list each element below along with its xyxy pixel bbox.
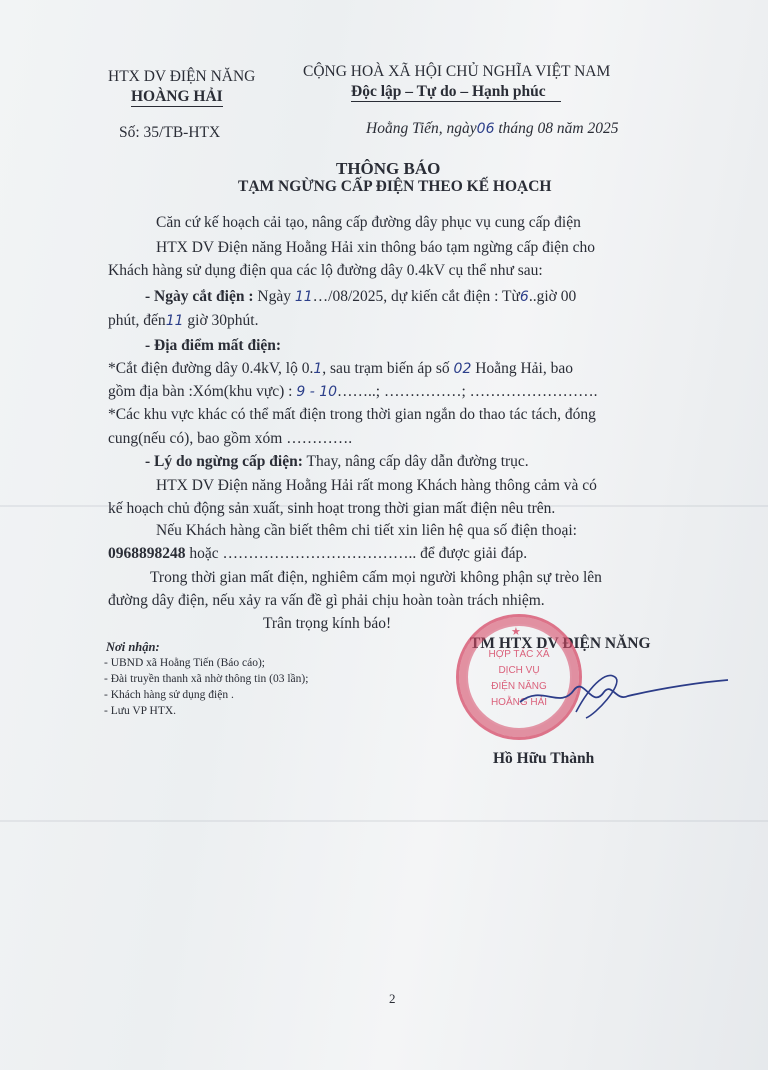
document-title: THÔNG BÁO: [336, 159, 441, 178]
paragraph-warning: Trong thời gian mất điện, nghiêm cấm mọi người không phận sự trèo lên: [150, 569, 602, 586]
national-motto: CỘNG HOÀ XÃ HỘI CHỦ NGHĨA VIỆT NAM: [303, 63, 611, 80]
independence-motto: Độc lập – Tự do – Hạnh phúc: [351, 83, 546, 100]
recipient-item: - Đài truyền thanh xã nhờ thông tin (03 lần);: [104, 673, 309, 685]
stamp-text: HỢP TÁC XÃ: [488, 649, 550, 660]
org-underline: [131, 106, 223, 107]
reason-line: - Lý do ngừng cấp điện: Thay, nâng cấp dây dẫn đường trục.: [145, 453, 529, 470]
stamp-text: DỊCH VỤ: [498, 665, 540, 676]
signer-name: Hồ Hữu Thành: [493, 750, 595, 767]
motto-underline: [351, 101, 561, 102]
stamp-star-icon: ★: [511, 626, 521, 638]
paragraph-intro: HTX DV Điện năng Hoằng Hải xin thông báo tạm ngừng cấp điện cho: [156, 239, 596, 256]
org-name: HTX DV ĐIỆN NĂNG: [108, 68, 256, 85]
location-heading: - Địa điểm mất điện:: [145, 337, 282, 354]
recipients-label: Nơi nhận:: [106, 640, 160, 654]
location-line: *Cắt điện đường dây 0.4kV, lộ 0.1, sau trạm biến áp số 02 Hoằng Hải, bao: [108, 360, 573, 377]
outage-time-line: phút, đến11 giờ 30phút.: [108, 312, 259, 329]
paragraph-warning-cont: đường dây điện, nếu xảy ra vấn đề gì phải chịu hoàn toàn trách nhiệm.: [108, 592, 545, 609]
recipient-item: - UBND xã Hoằng Tiến (Báo cáo);: [104, 657, 265, 669]
document-date: Hoằng Tiến, ngày06 tháng 08 năm 2025: [366, 120, 619, 137]
paragraph-apology-cont: kế hoạch chủ động sản xuất, sinh hoạt trong thời gian mất điện nêu trên.: [108, 500, 556, 517]
recipient-item: - Lưu VP HTX.: [104, 705, 177, 717]
paragraph-apology: HTX DV Điện năng Hoằng Hải rất mong Khách hàng thông cảm và có: [156, 477, 597, 494]
paragraph-basis: Căn cứ kế hoạch cải tạo, nâng cấp đường dây phục vụ cung cấp điện: [156, 214, 581, 231]
stamp-text: HOẰNG HẢI: [490, 697, 548, 708]
paragraph-contact: Nếu Khách hàng cần biết thêm chi tiết xin liên hệ qua số điện thoại:: [156, 522, 577, 539]
other-areas-line-cont: cung(nếu có), bao gồm xóm ………….: [108, 430, 353, 447]
contact-phone-line: 0968898248 hoặc ……………………………….. để được giải đáp.: [108, 545, 528, 562]
signer-role: TM HTX DV ĐIỆN NĂNG: [470, 635, 651, 652]
stamp-text: ĐIỆN NĂNG: [491, 681, 547, 692]
paper-crease: [0, 820, 768, 822]
closing-text: Trân trọng kính báo!: [263, 615, 392, 632]
document-subtitle: TẠM NGỪNG CẤP ĐIỆN THEO KẾ HOẠCH: [238, 178, 552, 195]
document-number: Số: 35/TB-HTX: [119, 124, 221, 141]
paragraph-intro-cont: Khách hàng sử dụng điện qua các lộ đường dây 0.4kV cụ thể như sau:: [108, 262, 543, 279]
other-areas-line: *Các khu vực khác có thể mất điện trong thời gian ngắn do thao tác tách, đóng: [108, 406, 596, 423]
org-name-line2: HOÀNG HẢI: [131, 88, 223, 105]
page-number: 2: [389, 991, 396, 1006]
handwritten-signature: [512, 662, 732, 722]
recipient-item: - Khách hàng sử dụng điện .: [104, 689, 234, 701]
outage-date-line: - Ngày cắt điện : Ngày 11…/08/2025, dự kiến cắt điện : Từ6..giờ 00: [145, 288, 577, 305]
location-area-line: gồm địa bàn :Xóm(khu vực) : 9 - 10……..; ……………; …………………….: [108, 383, 598, 400]
